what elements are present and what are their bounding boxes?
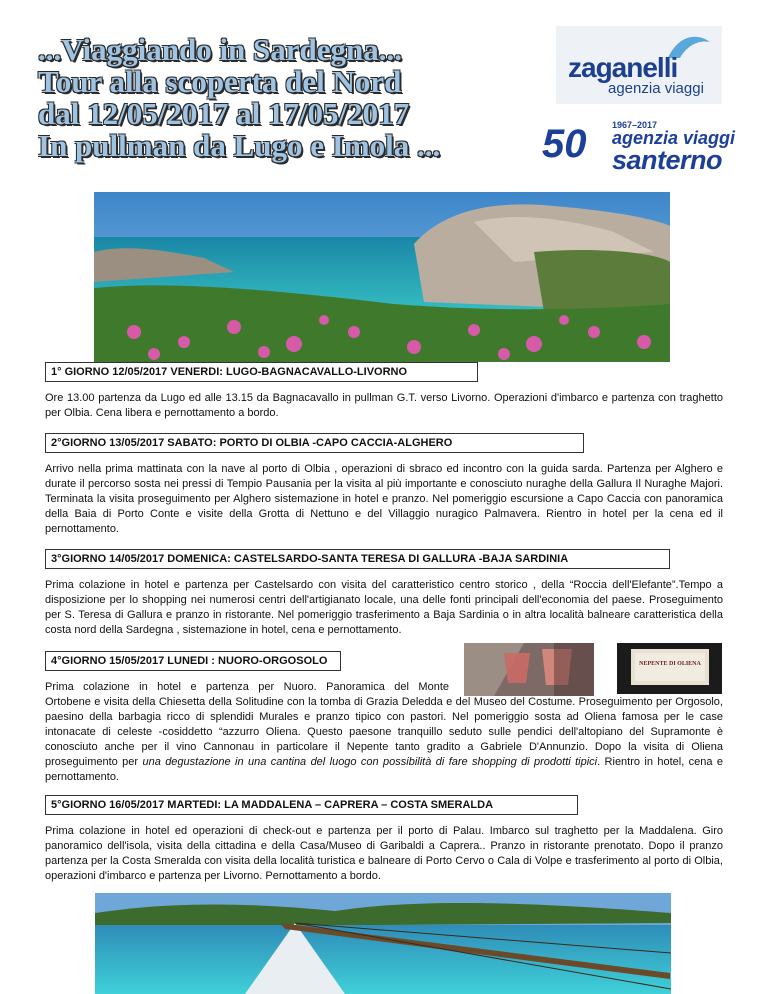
santerno-fifty: 50	[542, 122, 587, 166]
tour-title	[38, 34, 508, 162]
zaganelli-logo	[556, 26, 722, 104]
day-2-header: 2°GIORNO 13/05/2017 SABATO: PORTO DI OLBIA -CAPO CACCIA-ALGHERO	[45, 433, 584, 453]
day-4-text-rest	[45, 695, 723, 785]
day-4-text-first: Prima colazione in hotel e partenza per Nuoro. Panoramica del Monte	[45, 681, 449, 693]
day-3-header: 3°GIORNO 14/05/2017 DOMENICA: CASTELSARDO-SANTA TERESA DI GALLURA -BAJA SARDINIA	[45, 549, 670, 569]
wine-bottle-graphic	[617, 643, 722, 694]
day-5-text: Prima colazione in hotel ed operazioni di check-out e partenza per il porto di Palau. Imbarco sul traghetto per la Maddalena. Giro panoramico dell'isola, visita della cittadina e della Casa/Museo di Garibaldi a Caprera.. Pranzo in ristorante prenotato. Dopo il pranzo partenza per la Costa Smeralda con visita della località turistica e balneare di Porto Cervo o Cala di Volpe e trasferimento al porto di Olbia, operazioni d'imbarco e partenza per Livorno. Pernottamento a bordo.	[45, 825, 723, 882]
santerno-logo	[540, 118, 756, 182]
day-4-text-italic: una degustazione in una cantina del luogo con possibilità di fare shopping di prodotti tipici	[142, 756, 598, 768]
zaganelli-subtitle: agenzia viaggi	[608, 80, 704, 97]
wine-label-text: NEPENTE DI OLIENA	[639, 661, 701, 667]
day-5-header: 5°GIORNO 16/05/2017 MARTEDI: LA MADDALENA – CAPRERA – COSTA SMERALDA	[45, 795, 578, 815]
wine-glasses-photo	[464, 643, 594, 696]
wine-bottle-photo	[617, 643, 722, 694]
day-4-text-body: Ortobene e visita della Chiesetta della Solitudine con la tomba di Grazia Deledda e del Museo del Costume. Proseguimento per Orgosolo, paesino della barbagia ricco di splendidi Murales e pranzo tipico con pastori. Nel pomeriggio sosta ad Oliena famosa per le case intonacate di celeste -cosiddetto “azzurro Oliena. Questo paesone tranquillo seduto sulle pendici dell'altopiano del Supramonte è conosciuto anche per il vino Cannonau in particolare il Nepente tanto gradito a Gabriele D'Annunzio. Dopo la visita di Oliena proseguimento per	[45, 696, 723, 768]
title-line-4: In pullman da Lugo e Imola ...	[38, 128, 441, 163]
boat-photo-graphic	[95, 893, 671, 994]
santerno-name: santerno	[612, 145, 723, 175]
title-line-1: ...Viaggiando in Sardegna...	[38, 32, 403, 67]
day-1-header: 1° GIORNO 12/05/2017 VENERDI: LUGO-BAGNACAVALLO-LIVORNO	[45, 362, 478, 382]
title-line-3: dal 12/05/2017 al 17/05/2017	[38, 96, 410, 131]
day-4-header: 4°GIORNO 15/05/2017 LUNEDI : NUORO-ORGOSOLO	[45, 651, 341, 671]
santerno-years: 1967–2017	[612, 120, 658, 130]
day-3-text: Prima colazione in hotel e partenza per Castelsardo con visita del caratteristico centro storico , della “Roccia dell'Elefante”.Tempo a disposizione per lo shopping nei numerosi centri dell'artigianato locale, una delle fonti principali dell'economia del paese. Proseguimento per S. Teresa di Gallura e pranzo in ristorante. Nel pomeriggio trasferimento a Baja Sardinia o in altra località balneare caratteristica della costa nord della Sardegna , sistemazione in hotel, cena e pernottamento.	[45, 579, 723, 636]
day-4-text-end: . Rientro in hotel, cena e pernottamento.	[45, 756, 723, 783]
day-1-text: Ore 13.00 partenza da Lugo ed alle 13.15 da Bagnacavallo in pullman G.T. verso Livorno. Operazioni d'imbarco e partenza con traghetto per Olbia. Cena libera e pernottamento a bordo.	[45, 392, 723, 419]
coast-photo-graphic	[94, 192, 670, 362]
wine-glasses-graphic	[464, 643, 594, 696]
title-line-2: Tour alla scoperta del Nord	[38, 64, 402, 99]
santerno-subtitle: agenzia viaggi	[612, 128, 736, 148]
sardinia-coast-photo	[94, 192, 670, 362]
day-2-text: Arrivo nella prima mattinata con la nave al porto di Olbia , operazioni di sbraco ed incontro con la guida sarda. Partenza per Alghero e durate il percorso sosta nei pressi di Tempio Pausania per la visita al più importante e conosciuto nuraghe della Gallura Il Nuraghe Majori. Terminata la visita proseguimento per Alghero sistemazione in hotel e pranzo. Nel pomeriggio escursione a Capo Caccia con panoramica della Baia di Porto Conte e visite della Grotta di Nettuno e del Villaggio nuragico Palmavera. Rientro in hotel per la cena ed il pernottamento.	[45, 463, 723, 535]
zaganelli-name: zaganelli	[568, 52, 678, 83]
boat-sea-photo	[95, 893, 671, 994]
